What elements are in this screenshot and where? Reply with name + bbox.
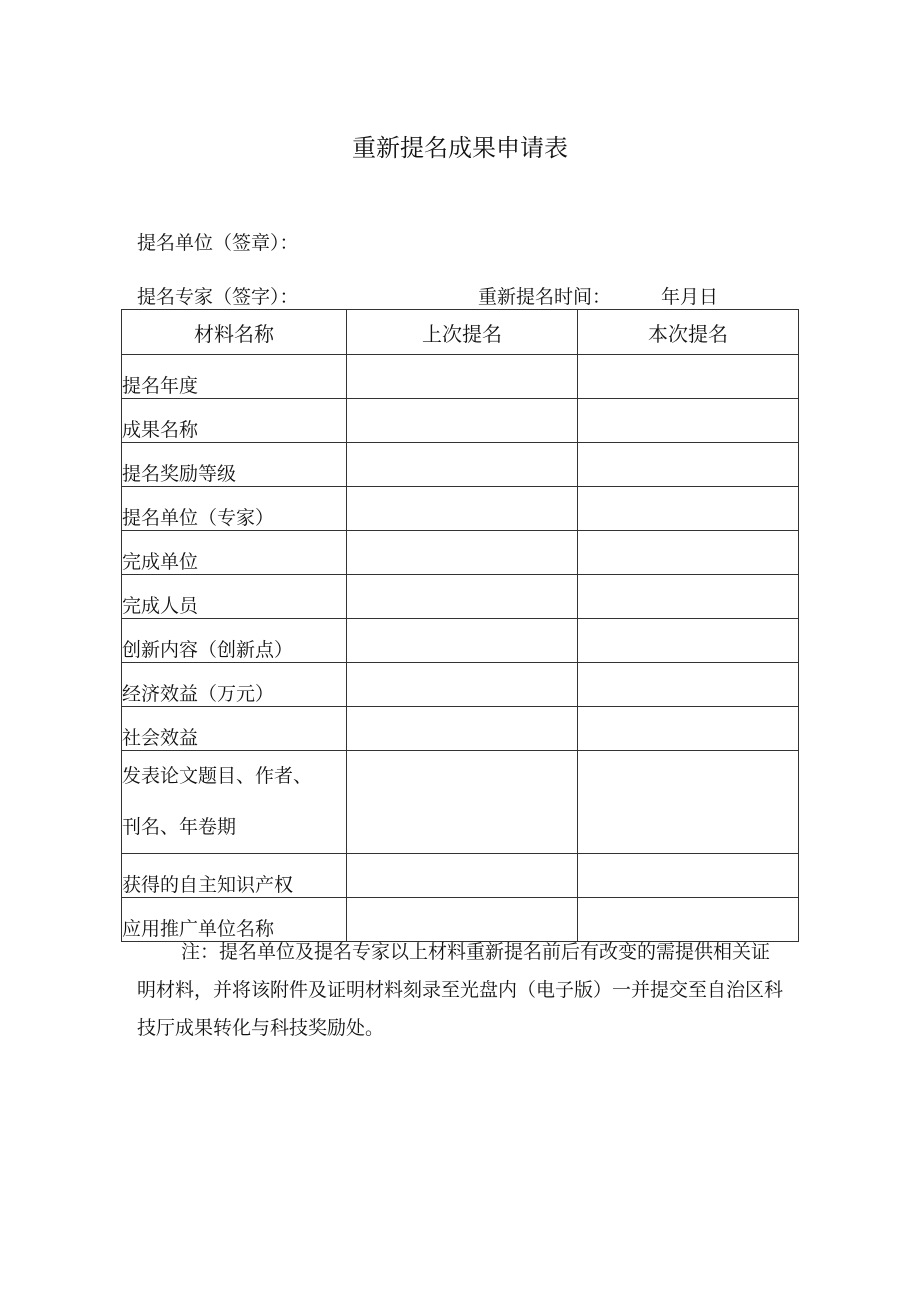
current-value-cell[interactable] xyxy=(578,663,799,707)
row-label: 成果名称 xyxy=(122,399,347,443)
current-value-cell[interactable] xyxy=(578,399,799,443)
row-label: 创新内容（创新点） xyxy=(122,619,347,663)
previous-value-cell[interactable] xyxy=(347,663,578,707)
row-label: 提名年度 xyxy=(122,355,347,399)
nominating-expert-label: 提名专家（签字）： xyxy=(137,286,299,308)
row-label: 应用推广单位名称 xyxy=(122,898,347,942)
row-label: 完成人员 xyxy=(122,575,347,619)
current-value-cell[interactable] xyxy=(578,443,799,487)
previous-value-cell[interactable] xyxy=(347,443,578,487)
renomination-time-label: 重新提名时间： xyxy=(478,286,612,308)
previous-value-cell[interactable] xyxy=(347,575,578,619)
header-previous-nomination: 上次提名 xyxy=(347,310,578,355)
table-row xyxy=(122,355,799,399)
previous-value-cell[interactable] xyxy=(347,355,578,399)
nominating-unit-label: 提名单位（签章）： xyxy=(137,232,299,254)
row-label xyxy=(122,751,347,854)
table-row xyxy=(122,619,799,663)
table-header-row xyxy=(122,310,799,355)
row-label: 社会效益 xyxy=(122,707,347,751)
table-row xyxy=(122,575,799,619)
page-title: 重新提名成果申请表 xyxy=(352,134,568,162)
current-value-cell[interactable] xyxy=(578,487,799,531)
row-label-line: 刊名、年卷期 xyxy=(122,816,237,838)
previous-value-cell[interactable] xyxy=(347,531,578,575)
table-row xyxy=(122,531,799,575)
application-table xyxy=(121,309,799,942)
current-value-cell[interactable] xyxy=(578,751,799,854)
table-row xyxy=(122,751,799,854)
previous-value-cell[interactable] xyxy=(347,399,578,443)
previous-value-cell[interactable] xyxy=(347,854,578,898)
current-value-cell[interactable] xyxy=(578,619,799,663)
header-material-name: 材料名称 xyxy=(122,310,347,355)
table-row xyxy=(122,443,799,487)
table-row xyxy=(122,854,799,898)
row-label: 经济效益（万元） xyxy=(122,663,347,707)
previous-value-cell[interactable] xyxy=(347,487,578,531)
current-value-cell[interactable] xyxy=(578,355,799,399)
current-value-cell[interactable] xyxy=(578,575,799,619)
table-row xyxy=(122,707,799,751)
previous-value-cell[interactable] xyxy=(347,707,578,751)
current-value-cell[interactable] xyxy=(578,854,799,898)
previous-value-cell[interactable] xyxy=(347,619,578,663)
row-label: 完成单位 xyxy=(122,531,347,575)
table-row xyxy=(122,663,799,707)
row-label: 提名奖励等级 xyxy=(122,443,347,487)
current-value-cell[interactable] xyxy=(578,707,799,751)
previous-value-cell[interactable] xyxy=(347,751,578,854)
table-row xyxy=(122,487,799,531)
date-placeholder: 年月日 xyxy=(661,286,719,308)
header-current-nomination: 本次提名 xyxy=(578,310,799,355)
row-label-line: 发表论文题目、作者、 xyxy=(122,765,313,787)
row-label: 提名单位（专家） xyxy=(122,487,347,531)
table-row xyxy=(122,399,799,443)
current-value-cell[interactable] xyxy=(578,531,799,575)
footnote: 注：提名单位及提名专家以上材料重新提名前后有改变的需提供相关证明材料，并将该附件及证明材料刻录至光盘内（电子版）一并提交至自治区科技厅成果转化与科技奖励处。 xyxy=(137,941,784,1039)
row-label: 获得的自主知识产权 xyxy=(122,854,347,898)
